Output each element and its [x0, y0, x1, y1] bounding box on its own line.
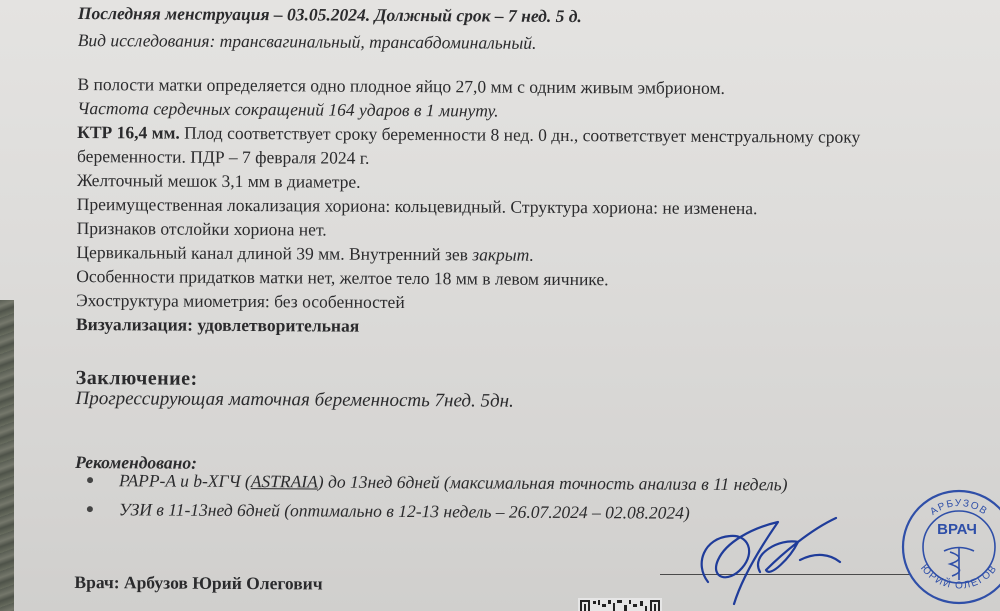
ktr-text: Плод соответствует сроку беременности 8 нед. 0 дн., соответствует менструальному сроку — [179, 122, 861, 147]
cervical-canal-text: Цервикальный канал длиной 39 мм. Внутренний зев — [76, 241, 473, 265]
table-background — [0, 300, 14, 611]
ktr-line — [77, 121, 860, 148]
chorion-detachment-line: Признаков отслойки хориона нет. — [76, 217, 327, 240]
doctor-name: Врач: Арбузов Юрий Олегович — [74, 571, 323, 594]
last-menstruation-line: Последняя менструация – 03.05.2024. Должный срок – 7 нед. 5 д. — [77, 2, 582, 27]
adnexa-line: Особенности придатков матки нет, желтое тело 18 мм в левом яичнике. — [76, 265, 609, 290]
myometrium-line: Эхоструктура миометрия: без особенностей — [76, 289, 405, 313]
bullet-icon — [87, 477, 93, 483]
astraia-link[interactable]: ASTRAIA — [250, 471, 318, 492]
heart-rate-line: Частота сердечных сокращений 164 ударов в 1 минуту. — [77, 97, 499, 121]
rec1-start: PAPP-A и b-ХГЧ ( — [119, 470, 251, 492]
conclusion-text: Прогрессирующая маточная беременность 7нед. 5дн. — [75, 387, 514, 412]
stamp-center-text: ВРАЧ — [937, 521, 977, 538]
ktr-value: КТР 16,4 мм. — [77, 121, 180, 143]
ultrasound-report — [74, 0, 998, 611]
qr-code-icon — [578, 598, 662, 611]
stamp-bottom-text: ЮРИЙ ОЛЕГОВ — [918, 562, 1000, 592]
chorion-location-line: Преимущественная локализация хориона: кольцевидный. Структура хориона: не изменена. — [76, 193, 758, 219]
recommendation-item-2 — [87, 498, 690, 524]
due-date-line: беременности. ПДР – 7 февраля 2024 г. — [76, 145, 370, 168]
gestational-sac-line: В полости матки определяется одно плодное яйцо 27,0 мм с одним живым эмбрионом. — [77, 73, 726, 98]
bullet-icon — [87, 506, 93, 512]
rec1-end: ) до 13нед 6дней (максимальная точность анализа в 11 недель) — [317, 471, 788, 495]
signature-icon — [690, 508, 850, 611]
recommendation-item-1 — [87, 469, 788, 495]
visualization-line: Визуализация: удовлетворительная — [75, 313, 360, 336]
cervical-os-status: закрыт. — [472, 244, 534, 265]
conclusion-heading: Заключение: — [75, 366, 198, 390]
yolk-sac-line: Желточный мешок 3,1 мм в диаметре. — [76, 169, 361, 192]
cervical-canal-line — [76, 241, 534, 266]
exam-type-line: Вид исследования: трансвагинальный, трансабдоминальный. — [77, 29, 537, 53]
rec2-text: УЗИ в 11-13нед 6дней (оптимально в 12-13 недель – 26.07.2024 – 02.08.2024) — [118, 499, 690, 523]
svg-text:АРБУЗОВ — [928, 498, 990, 518]
doctor-stamp-icon — [900, 488, 1000, 606]
stamp-top-text: АРБУЗОВ — [928, 497, 990, 518]
recommendations-heading: Рекомендовано: — [75, 451, 198, 473]
